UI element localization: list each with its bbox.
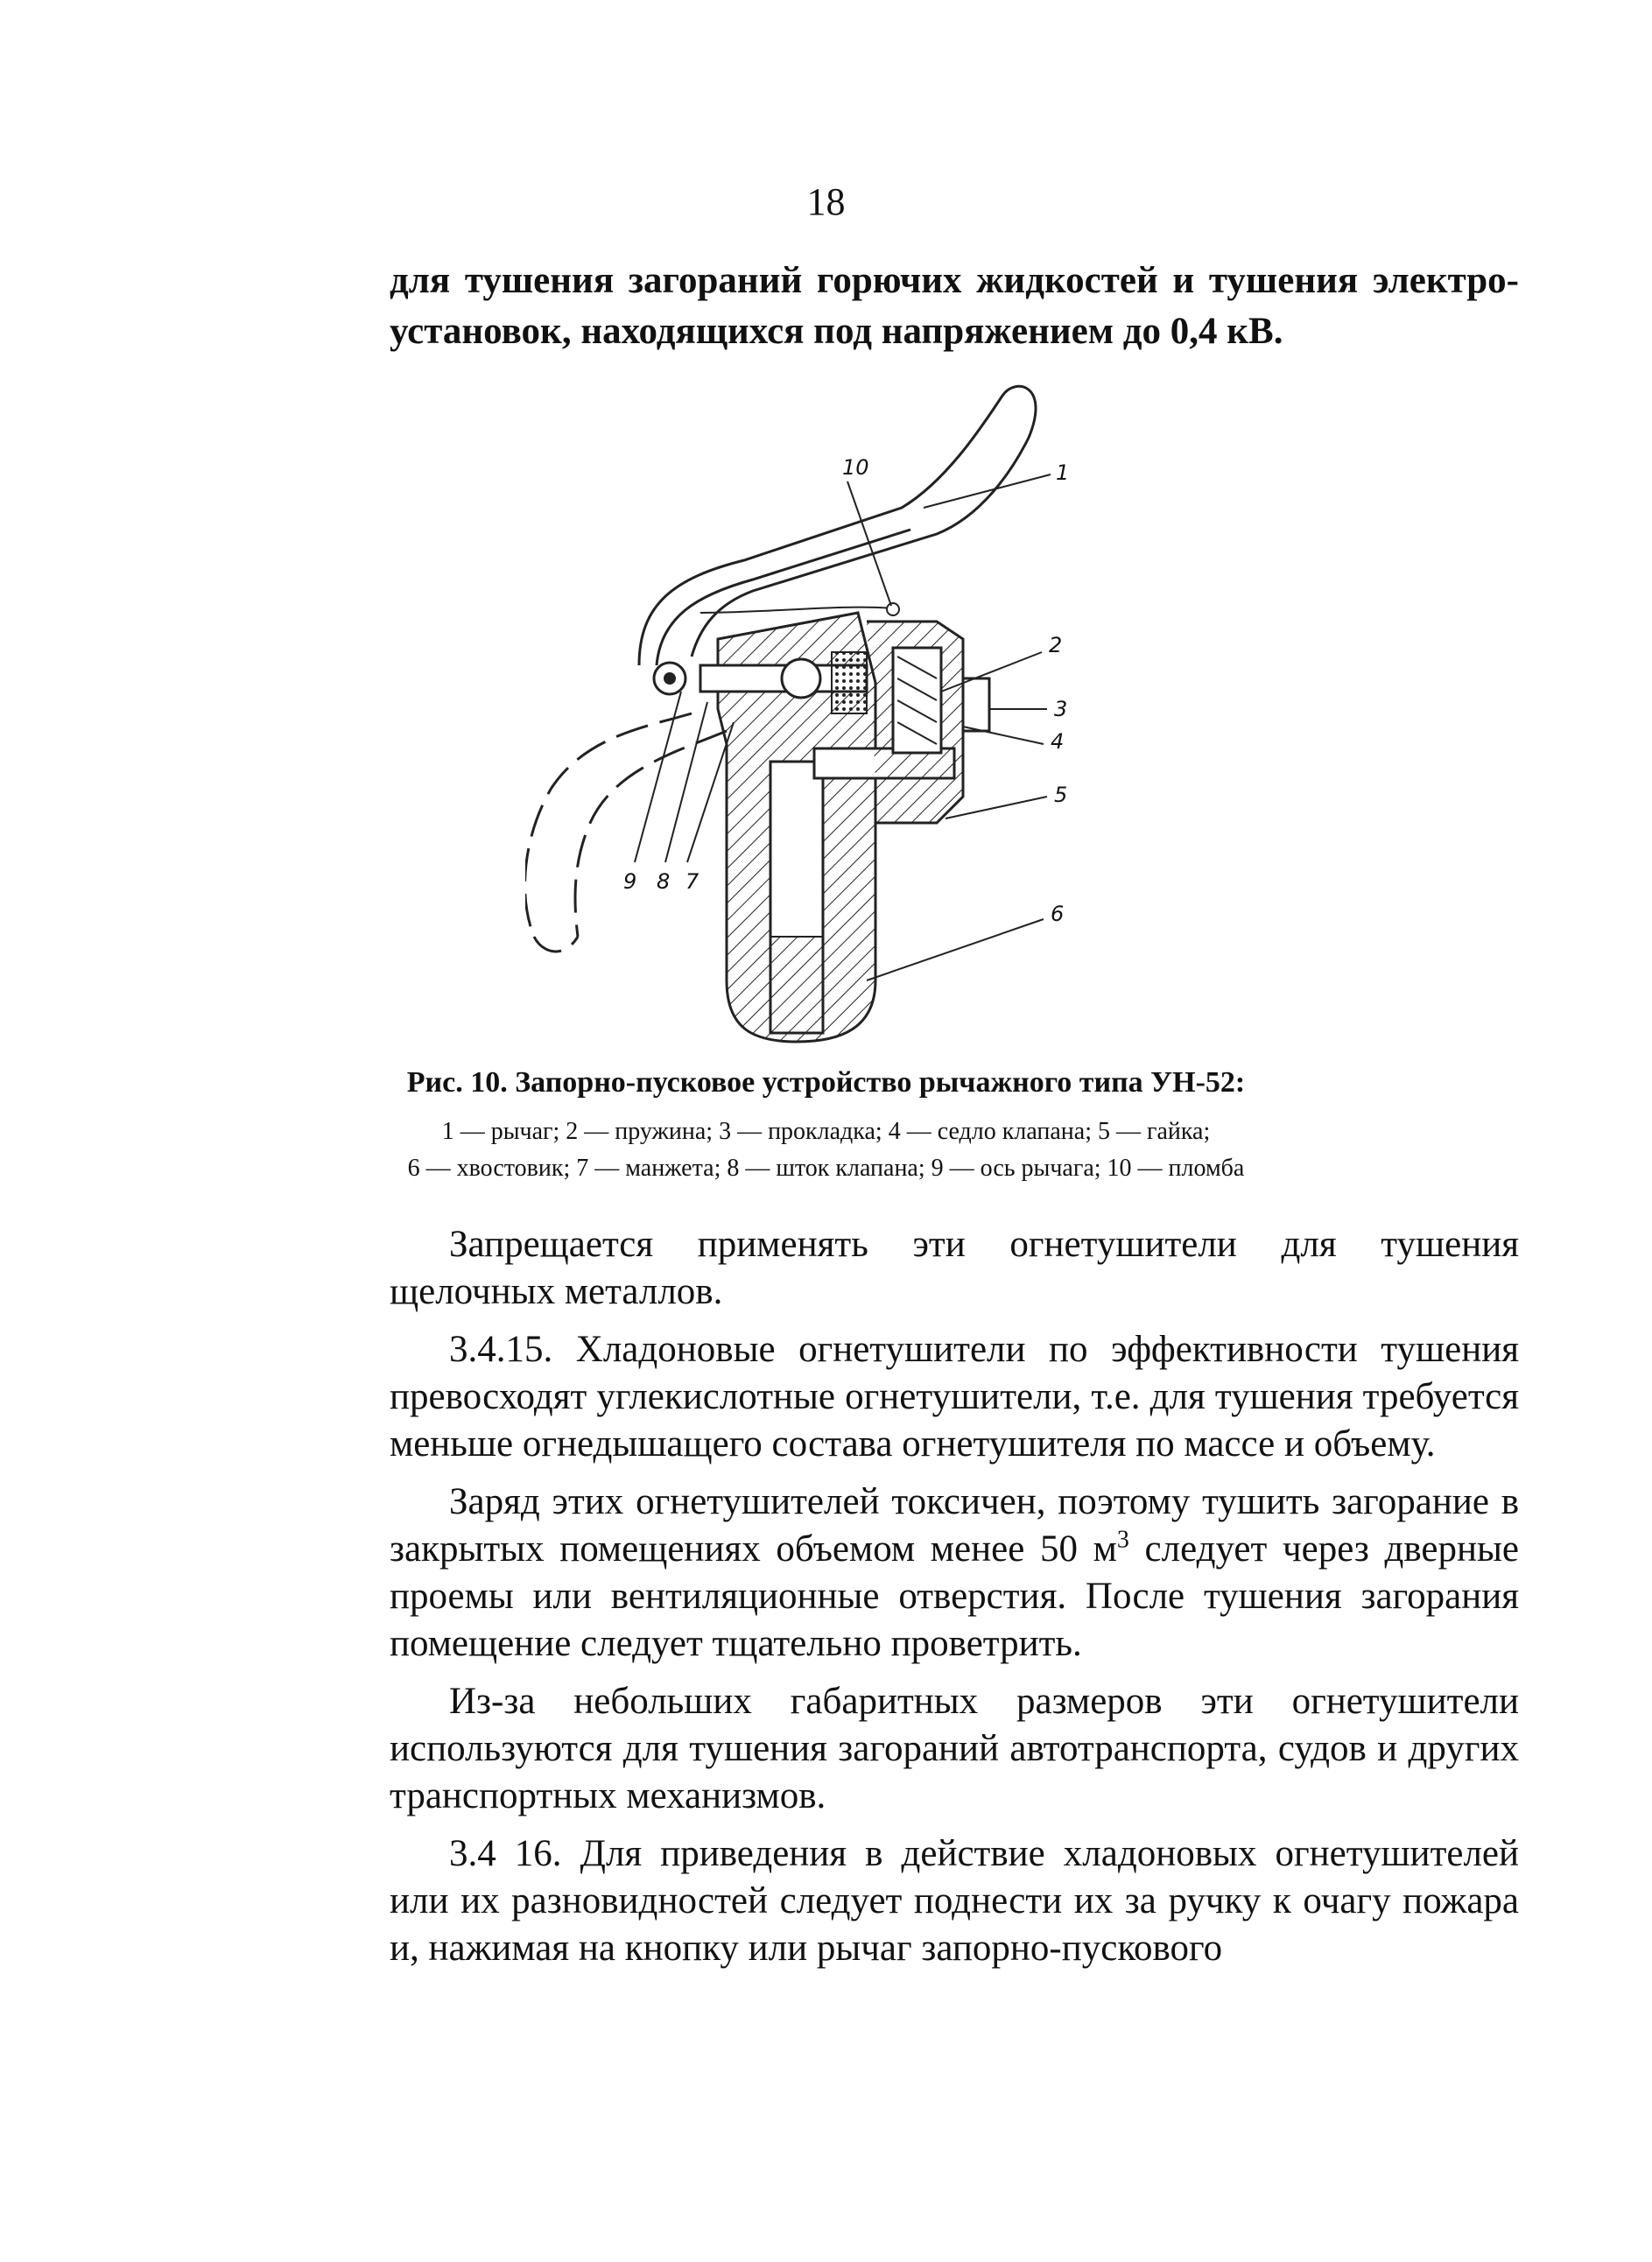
callout-9: 9 [623,869,637,894]
paragraph-usage: Из-за небольших габаритных размеров эти огнетушители используются для тушения загораний автотранспорта, судов и других транспортных механизмов. [390,1681,1519,1816]
callout-5: 5 [1054,783,1068,807]
callout-4: 4 [1051,729,1065,754]
seal-wire [700,603,899,615]
body-text [390,1221,1519,1983]
callout-2: 2 [1049,633,1063,657]
callout-8: 8 [657,869,671,894]
paragraph-toxicity-part-1: Заряд этих огнетушителей токсичен, поэтому тушить загорание в закрытых помещениях объемом менее 50 м [390,1481,1519,1570]
valve-head [867,622,989,823]
callout-10: 10 [842,455,869,480]
callout-1: 1 [1056,460,1070,485]
paragraph-prohibition: Запрещается применять эти огнетушители для тушения щелочных металлов. [390,1224,1519,1312]
pivot-axis [654,663,685,694]
figure-legend [0,1113,1652,1187]
paragraph-toxicity [390,1479,1519,1668]
valve-figure [525,376,1226,1068]
intro-paragraph: для тушения загораний горючих жидкостей и тушения электро-установок, находящихся под напряжением до 0,4 кВ. [390,260,1519,352]
figure-legend-line-1: 1 — рычаг; 2 — пружина; 3 — прокладка; 4 — седло клапана; 5 — гайка; [441,1118,1211,1145]
cubic-superscript: 3 [1116,1526,1129,1554]
callout-3: 3 [1054,697,1068,721]
page-number: 18 [806,180,846,223]
figure-legend-line-2: 6 — хвостовик; 7 — манжета; 8 — шток клапана; 9 — ось рычага; 10 — пломба [407,1155,1245,1182]
paragraph-3-4-16: 3.4 16. Для приведения в действие хладоновых огнетушителей или их разновидностей следует поднести их за ручку к очагу пожара и, нажимая на кнопку или рычаг запорно-пускового [390,1833,1519,1969]
paragraph-toxicity-part-2: следует через дверные проемы или вентиляционные отверстия. После тушения загорания помещение следует тщательно проветрить. [390,1528,1519,1664]
figure-caption-title: Рис. 10. Запорно-пусковое устройство рычажного типа УН-52: [406,1066,1246,1099]
valve-drawing [525,376,1226,1068]
callout-6: 6 [1051,902,1065,926]
paragraph-3-4-15: 3.4.15. Хладоновые огнетушители по эффективности тушения превосходят углекислотные огнетушители, т.е. для тушения требуется меньше огнедышащего состава огнетушителя по массе и объему. [390,1329,1519,1465]
callout-7: 7 [685,869,699,894]
